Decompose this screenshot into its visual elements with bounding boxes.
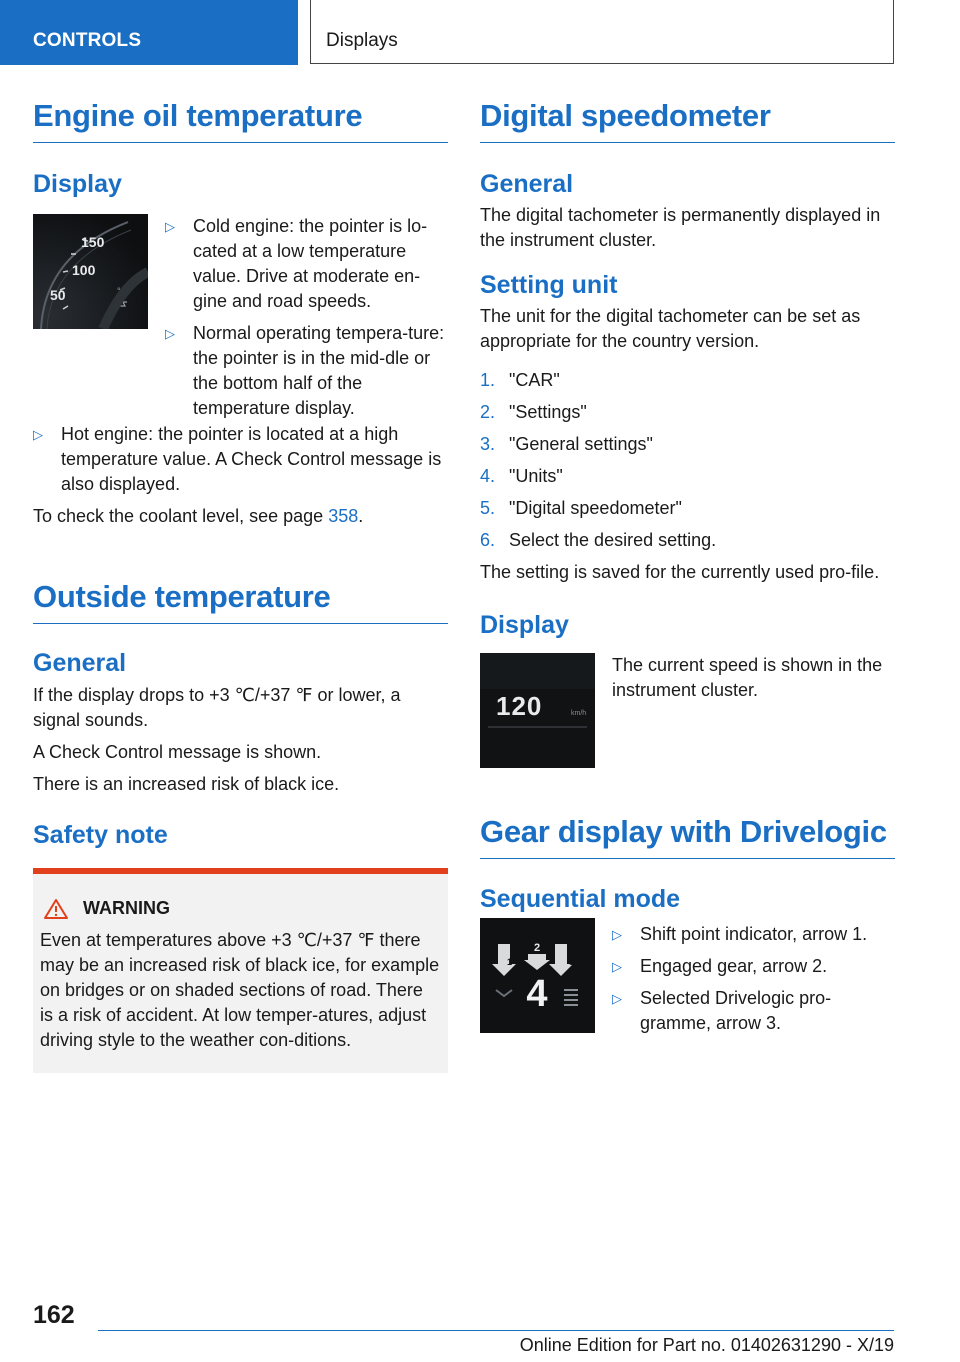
gauge-unit: °C: [117, 286, 128, 296]
chapter-tab: [310, 0, 894, 64]
outside-p1: If the display drops to +3 ℃/+37 ℉ or lower, a signal sounds.: [33, 685, 401, 730]
gear-display-title: Gear display with Drivelogic: [480, 814, 895, 859]
list-item: 2. "Settings": [480, 402, 587, 422]
oil-temp-title: Engine oil temperature: [33, 98, 448, 143]
triangle-bullet-icon: ▷: [33, 427, 43, 442]
gear-bullet-list: [612, 922, 895, 1036]
speedo-general-text: The digital tachometer is permanently displayed in the instrument cluster.: [480, 205, 881, 250]
list-item: 1. "CAR": [480, 370, 560, 390]
gear-value: 4: [526, 973, 548, 1015]
gauge-label-50: 50: [50, 287, 66, 303]
footer-divider: [98, 1330, 894, 1331]
safety-note-heading: Safety note: [33, 821, 168, 849]
warning-label: WARNING: [83, 898, 170, 918]
speedo-side-text: [612, 653, 895, 703]
left-column: [33, 98, 448, 1073]
list-item: ▷ Cold engine: the pointer is lo-cated at a low temperature value. Drive at moderate en-gine and road speeds.: [165, 216, 428, 311]
arrow-label-2: 2: [533, 942, 541, 954]
gauge-label-150: 150: [81, 234, 105, 250]
warning-header: [40, 896, 440, 921]
speedo-title: Digital speedometer: [480, 98, 895, 143]
arrow-label-1: 1: [507, 957, 513, 967]
oil-display-block: [33, 214, 448, 422]
warning-box: [33, 868, 448, 1073]
triangle-bullet-icon: ▷: [612, 991, 622, 1006]
oil-bullet-list-full: [33, 422, 448, 497]
setting-unit-text: The unit for the digital tachometer can be set as appropriate for the country version.: [480, 306, 861, 351]
list-item: 3. "General settings": [480, 434, 653, 454]
triangle-bullet-icon: ▷: [165, 219, 175, 234]
warning-triangle-icon: [43, 898, 69, 920]
list-item: ▷ Engaged gear, arrow 2.: [612, 954, 895, 979]
list-item: ▷ Normal operating tempera-ture: the pointer is in the mid-dle or the bottom half of the temperature display.: [165, 323, 445, 418]
list-item: 4. "Units": [480, 466, 563, 486]
outside-temp-title: Outside temperature: [33, 579, 448, 624]
speedo-display-text: The current speed is shown in the instrument cluster.: [612, 655, 883, 700]
gear-side-text: [612, 918, 895, 1036]
list-item: 5. "Digital speedometer": [480, 498, 682, 518]
speedo-general-heading: General: [480, 170, 574, 198]
triangle-bullet-icon: ▷: [612, 927, 622, 942]
warning-text: Even at temperatures above +3 ℃/+37 ℉ there may be an increased risk of black ice, for example on bridges or on shaded sections of road. There is a risk of accident. At low temper-atures, adjust driving style to the weather con-ditions.: [40, 930, 440, 1050]
speedo-display-heading: Display: [480, 611, 569, 639]
section-tab[interactable]: [0, 0, 298, 65]
list-item: ▷ Shift point indicator, arrow 1.: [612, 922, 895, 947]
outside-general-heading: General: [33, 649, 127, 677]
gear-display-icon: [480, 918, 595, 1033]
arrow-label-3: 3: [569, 957, 575, 967]
speed-unit: km/h: [571, 710, 587, 717]
digital-speedometer-icon: [480, 653, 595, 768]
triangle-bullet-icon: ▷: [165, 326, 175, 341]
gauge-label-100: 100: [72, 262, 96, 278]
outside-p2: A Check Control message is shown.: [33, 742, 322, 762]
list-item: ▷ Hot engine: the pointer is located at a high temperature value. A Check Control message is also displayed.: [33, 424, 442, 494]
setting-saved-text: The setting is saved for the currently used pro-file.: [480, 562, 880, 582]
list-item: ▷ Selected Drivelogic pro-gramme, arrow 3.: [612, 988, 832, 1033]
triangle-bullet-icon: ▷: [612, 959, 622, 974]
oil-display-heading: Display: [33, 170, 122, 198]
setting-steps: [480, 368, 895, 553]
footer-edition: Online Edition for Part no. 01402631290 - X/19: [519, 1335, 894, 1355]
oil-gauge-image: [33, 214, 148, 329]
coolant-page-link[interactable]: 358: [328, 506, 359, 526]
speedo-display-block: [480, 653, 895, 768]
gear-display-block: [480, 918, 895, 1038]
setting-unit-heading: Setting unit: [480, 271, 618, 299]
section-label: CONTROLS: [33, 30, 142, 51]
oil-gauge-icon: [33, 214, 148, 329]
page-number: 162: [33, 1301, 75, 1329]
speed-value: 120: [496, 691, 543, 721]
sequential-mode-heading: Sequential mode: [480, 885, 681, 913]
gear-image: [480, 918, 595, 1033]
speedo-image: [480, 653, 595, 768]
right-column: [480, 98, 895, 1038]
oil-side-text: [165, 214, 448, 421]
oil-bullet-list: [165, 214, 448, 421]
coolant-reference: To check the coolant level, see page 358.: [33, 506, 364, 526]
list-item: 6. Select the desired setting.: [480, 530, 717, 550]
chapter-label: Displays: [326, 30, 398, 51]
outside-p3: There is an increased risk of black ice.: [33, 774, 340, 794]
